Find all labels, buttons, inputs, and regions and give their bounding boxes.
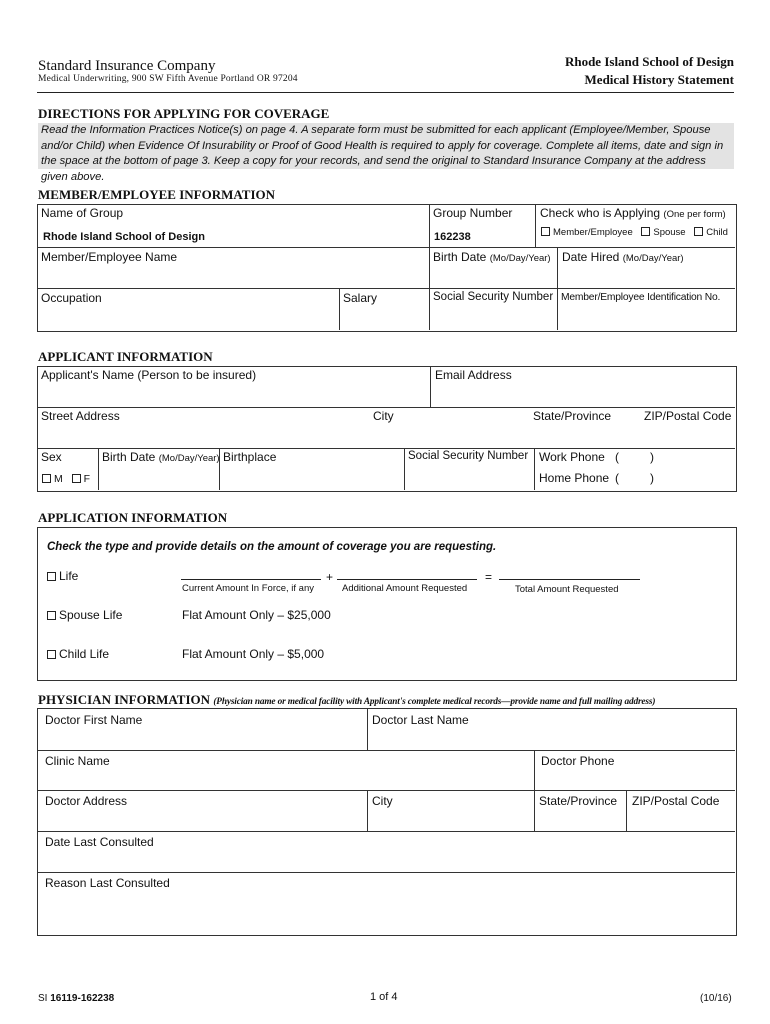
form-title: Medical History Statement <box>584 72 734 87</box>
work-phone-close-paren: ) <box>650 450 654 464</box>
clinic-name-label: Clinic Name <box>45 754 110 768</box>
application-instruction: Check the type and provide details on the amount of coverage you are requesting. <box>47 541 497 553</box>
doctor-first-name-label: Doctor First Name <box>45 713 143 727</box>
current-amount-line[interactable] <box>181 579 321 580</box>
physician-section-box <box>37 708 737 936</box>
physician-section-title: PHYSICIAN INFORMATION <box>38 692 211 707</box>
check-who-applying-label: Check who is Applying (One per form) <box>540 206 726 220</box>
equals-sign: = <box>485 570 493 584</box>
name-of-group-value[interactable]: Rhode Island School of Design <box>43 231 205 243</box>
total-amount-line[interactable] <box>499 579 640 580</box>
doctor-phone-label: Doctor Phone <box>541 754 615 768</box>
life-checkbox[interactable]: Life <box>47 569 78 583</box>
occupation-label: Occupation <box>41 291 102 305</box>
doctor-city-label: City <box>372 794 393 808</box>
applicant-section-box <box>37 366 737 492</box>
member-id-label: Member/Employee Identification No. <box>561 292 721 303</box>
page-number: 1 of 4 <box>370 991 398 1003</box>
additional-amount-line[interactable] <box>337 579 477 580</box>
member-section-title: MEMBER/EMPLOYEE INFORMATION <box>38 187 276 202</box>
child-life-amount: Flat Amount Only – $5,000 <box>182 647 325 661</box>
spouse-life-amount: Flat Amount Only – $25,000 <box>182 608 331 622</box>
applicant-type-options <box>541 227 728 238</box>
applicant-zip-label: ZIP/Postal Code <box>644 409 732 423</box>
applicant-name-label: Applicant's Name (Person to be insured) <box>41 368 257 382</box>
total-amount-label: Total Amount Requested <box>515 584 619 595</box>
email-label: Email Address <box>435 368 512 382</box>
work-phone-label: Work Phone <box>539 450 605 464</box>
member-ssn-label: Social Security Number <box>433 291 554 303</box>
group-number-value[interactable]: 162238 <box>434 231 471 243</box>
date-last-consulted-label: Date Last Consulted <box>45 835 154 849</box>
doctor-state-label: State/Province <box>539 794 618 808</box>
child-life-checkbox[interactable]: Child Life <box>47 647 109 661</box>
form-number: SI 16119-162238 <box>38 993 115 1004</box>
child-checkbox[interactable]: Child <box>694 227 728 238</box>
additional-amount-label: Additional Amount Requested <box>342 583 468 594</box>
application-section-title: APPLICATION INFORMATION <box>38 510 228 525</box>
doctor-last-name-label: Doctor Last Name <box>372 713 469 727</box>
header-divider <box>37 92 734 93</box>
plus-sign: + <box>326 570 334 584</box>
sex-male-checkbox[interactable]: M <box>42 473 63 485</box>
applicant-birth-date-label: Birth Date (Mo/Day/Year) <box>102 450 220 464</box>
home-phone-label: Home Phone <box>539 471 610 485</box>
sex-female-checkbox[interactable]: F <box>72 473 90 485</box>
spouse-checkbox[interactable]: Spouse <box>641 227 685 238</box>
directions-title: DIRECTIONS FOR APPLYING FOR COVERAGE <box>38 106 330 121</box>
doctor-address-label: Doctor Address <box>45 794 128 808</box>
sex-label: Sex <box>41 450 62 464</box>
revision-date: (10/16) <box>700 993 732 1004</box>
home-phone-close-paren: ) <box>650 471 654 485</box>
physician-section-subtitle: (Physician name or medical facility with Applicant's complete medical records—provide name and full mailing address) <box>213 697 656 707</box>
company-address: Medical Underwriting, 900 SW Fifth Avenue Portland OR 97204 <box>38 74 298 84</box>
home-phone-open-paren: ( <box>615 471 619 485</box>
applicant-city-label: City <box>373 409 394 423</box>
applicant-state-label: State/Province <box>533 409 612 423</box>
applicant-ssn-label: Social Security Number <box>408 450 529 462</box>
group-number-label: Group Number <box>433 206 513 220</box>
applicant-section-title: APPLICANT INFORMATION <box>38 349 213 364</box>
work-phone-open-paren: ( <box>615 450 619 464</box>
company-name: Standard Insurance Company <box>38 58 216 74</box>
spouse-life-checkbox[interactable]: Spouse Life <box>47 608 122 622</box>
birthplace-label: Birthplace <box>223 450 277 464</box>
current-amount-label: Current Amount In Force, if any <box>182 583 315 594</box>
member-employee-checkbox[interactable]: Member/Employee <box>541 227 633 238</box>
sex-options <box>42 473 90 485</box>
date-hired-label: Date Hired (Mo/Day/Year) <box>562 250 684 264</box>
reason-last-consulted-label: Reason Last Consulted <box>45 876 170 890</box>
directions-text: Read the Information Practices Notice(s) on page 4. A separate form must be submitted for each applicant (Employee/Member, Spouse and/or Child) when Evidence Of Insurability or Proof of Good Health is required to apply for coverage. Complete all items, date and sign in the space at the bottom of page 3. Keep a copy for your records, and send the original to Standard Insurance Company at the address given above. <box>38 123 734 169</box>
street-address-label: Street Address <box>41 409 120 423</box>
doctor-zip-label: ZIP/Postal Code <box>632 794 720 808</box>
member-section-box <box>37 204 737 332</box>
salary-label: Salary <box>343 291 378 305</box>
school-name: Rhode Island School of Design <box>564 54 734 69</box>
name-of-group-label: Name of Group <box>41 206 124 220</box>
physician-section-header <box>38 692 655 708</box>
member-name-label: Member/Employee Name <box>41 250 178 264</box>
member-birth-date-label: Birth Date (Mo/Day/Year) <box>433 250 551 264</box>
